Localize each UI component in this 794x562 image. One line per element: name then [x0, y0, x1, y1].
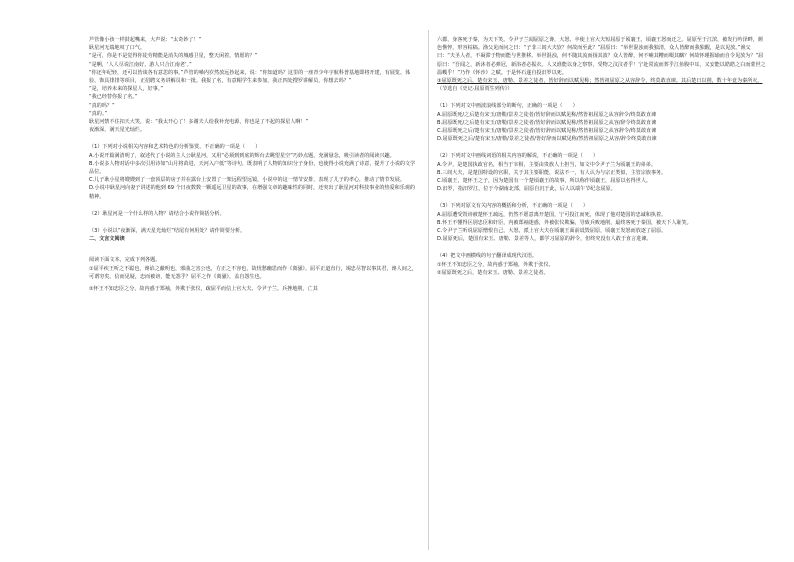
left-column: [89, 36, 419, 293]
passage-intro: 阅读下面文本，完成下列各题。: [89, 257, 161, 264]
question-2: （2）耿星河是一个什么样的人物？请结合小说作简括分析。: [89, 210, 225, 217]
passage-paragraph: 六郡，身客死于秦，为天下笑。令尹子兰闻屈原之谗，大怒，卒使上官大夫短屈原于顷襄王，顷襄王怒而迁之。屈原至于江滨，被发行吟泽畔，颜色憔悴，形容枯槁。渔父见而问之曰：“子非三闾大夫欤？何故而至此？”屈原曰：“举世混浊而我独清，众人皆醉而我独醒，是以见放。”渔父曰：“夫圣人者，不凝滞于物而能与世推移。举世混浊，何不随其流而扬其波？众人皆醉，何不哺其糟而啜其醨？何故怀瑾握瑜而自令见放为？”屈原曰：“吾闻之，新沐者必弹冠，新浴者必振衣。人又谁能以身之察察，受物之汶汶者乎！宁赴常流而葬乎江鱼腹中耳，又安能以皓皓之白而蒙世之温蠖乎！”乃作《怀沙》之赋。于是怀石遂自投汨罗以死。: [437, 37, 766, 76]
story-line: 耿星河无端地叹了口气。: [89, 45, 146, 52]
question-1-option-d: D.小说中耿星河向妻子讲述的他到 69 个日夜数数一颗遥远卫星的故事，在增强文章的趣味性的同时，还突出了耿星河对科技事业的热爱和乐观的精神。: [89, 185, 415, 200]
q1-option-c: C.屈原既死之后/楚有宋玉/唐勒/景差之徒者/皆好辞而以赋见称/然皆祖屈原之从容辞令/终莫敢直谏: [437, 128, 657, 135]
q4-stem: （4）把文中画横线的句子翻译成现代汉语。: [437, 253, 538, 260]
question-1-stem: （1）下列对小说相关内容和艺术特色的分析鉴赏，不正确的一项是（ ）: [89, 144, 261, 151]
section-title: 二、文言文阅读: [89, 236, 125, 243]
story-line: “真的。”: [89, 110, 108, 117]
story-line: 芦管像小孩一样鼓起嘴来，大声说：“太奇妙了！”: [89, 37, 202, 43]
q2-option-d: D.汨罗，指汨罗江，位于今湖南北部，屈原自沉于此，后人以端午节纪念屈原。: [437, 186, 616, 193]
q3-stem: （3）下列对原文有关内容的概括和分析，不正确的一项是（ ）: [437, 203, 588, 210]
story-line: 耿星河禁不住扣天大笑，说：“我太开心了！多谢夫人给我补充电源，你也是了不起的探星人啊！”: [89, 119, 309, 126]
q2-option-a: A.令尹，是楚国执政官名，相当于宰相，主要由贵族人士担当，如文中令尹子兰为顷襄王的弟弟。: [437, 161, 656, 168]
question-1-option-a: A.小说开篇满清明了，叙述代了小说的主人公耿星河，又用“必须到到底的辉台去眺望星空”巧妙点题，充满悬念，吸引读者的阅读兴趣。: [89, 152, 395, 159]
q3-option-a: A.屈原遭受毁谤被楚怀王疏远，仍然不愿意离开楚国，宁可投江而死，体现了他对楚国的忠诚和执着。: [437, 211, 667, 218]
q1-option-b: B.屈原既死/之后楚有宋玉/唐勒/景差之徒者/皆好辞而以赋见称/然皆祖屈原之从容/辞令终莫敢直谏: [437, 119, 657, 126]
q1-option-a: A.屈原既死/之后楚有宋玉/唐勒/景差之徒者/皆好辞而以赋见称/然皆祖屈原之从容辞令/终莫敢直谏: [437, 111, 657, 118]
question-3: （3）小说以“夜渐深，满天星光灿烂”结尾有何用处？请作简要分析。: [89, 228, 246, 235]
q4-item-1: ①怀王不知忠臣之分，故内惑于郑袖，外欺于张仪。: [437, 261, 554, 268]
q1-option-d: D.屈原既死之后/楚有宋玉/唐勒/景差之徒者/皆好辞而以赋见称/然皆祖屈原之从容/辞令终莫敢直谏: [437, 136, 657, 143]
passage-paragraph-underlined: ③屈原既死之后，楚有宋玉、唐勒、景差之徒者，皆好辞而以赋见称；然皆祖屈原之从容辞令，终莫敢直谏。其后楚日以削，数十年竟为秦所灭。: [437, 78, 763, 85]
q3-option-b: B.怀王不懂得区别忠臣和奸臣，内被郑袖迷惑，外被张仪欺骗，导致兵败地削，最终客死于秦国，被天下人耻笑。: [437, 219, 692, 226]
q4-item-2: ②屈原既死之后，楚有宋玉、唐勒、景差之徒者。: [437, 269, 549, 276]
passage-source: （节选自《史记·屈原贾生列传》）: [437, 86, 513, 93]
right-column: [437, 36, 767, 277]
story-line: “是啊，‘人人尽说江南好，游人只合江南老’。”: [89, 61, 192, 68]
story-line: “我已经替你报了名。”: [89, 94, 138, 101]
story-line: “你还年纪轻，还可以皆谈各有意思的事。”芦管的嗓内岁然放远抄起来，说：“你知道吗？这里的一座青少年宇航科普基地即将开建，有展览、体验、饰具排排等项目，正招聘义务讲解员和一批。我报了名，有意帽学生来参加，我正四处搜罗讲解员，你想去吗？”: [89, 69, 411, 85]
q1-stem: （1）下列对文中画波浪线部分的断句，正确的一项是（ ）: [437, 103, 578, 110]
story-line: “是可，你是不是觉得你徒劳精能是消失的城感卫星，整天闲着，情愿的？”: [89, 53, 258, 60]
column-divider: [428, 30, 429, 550]
q3-option-c: C.令尹子兰听说屈原憎恨自己，大怒，派上官大夫在顷襄王面前诋毁屈原，顷襄王发怒而放逐了屈原。: [437, 228, 667, 235]
q2-option-b: B.三闾大夫，是楚国特设的官职，关于其主要职能，说法不一，有人认为与宗正类似，主管宗族事务。: [437, 169, 667, 176]
q2-stem: （2）下列对文中画线词语的相关内容的解说，不正确的一项是（ ）: [437, 153, 599, 160]
passage-paragraph: ①屈平疾王听之不聪也，谗谄之蔽明也，邪曲之害公也，方正之不容也，故忧愁幽思而作《离骚》。屈平正道直行，竭忠尽智以事其君，谗人间之，可谓穷矣。信而见疑，忠而被谤，能无怨乎？屈平之作《离骚》，盖自怨生也。: [89, 265, 418, 280]
q3-option-d: D.屈原死后，楚国有宋玉、唐勒、景差等人，都学习屈原的辞令，但终究没有人敢于直言进谏。: [437, 236, 652, 243]
question-1-option-c: C.儿子耿小星将嫂嫂到了一套顶层的房子并在露台上安置了一架远程望远镜，小说中的这一情节安排，表现了儿子的孝心，推动了情节发展。: [89, 177, 405, 184]
story-line: “真的吗？”: [89, 102, 115, 109]
story-line: “是，培养未来的探星人，好事。”: [89, 86, 164, 93]
q2-option-c: C.顷襄王，楚怀王之子，因为楚国有一个楚顷襄王的故事，所以称作顷襄王，屈原以名得世人。: [437, 178, 652, 185]
story-line: 夜渐深，满天星光灿烂。: [89, 127, 146, 134]
question-1-option-b: B.小说多人物对话中多次引用诗如“山月将苗进，天河入户低”等诗句，既表明了人物的知识分子身份，也使得小说充满了诗意，提升了小说的文学品位。: [89, 160, 416, 176]
passage-paragraph: ②怀王不知忠臣之分，故内惑于郑袖，外欺于张仪，疏屈平而信上官大夫、令尹子兰。兵挫地削，亡其: [89, 286, 318, 293]
